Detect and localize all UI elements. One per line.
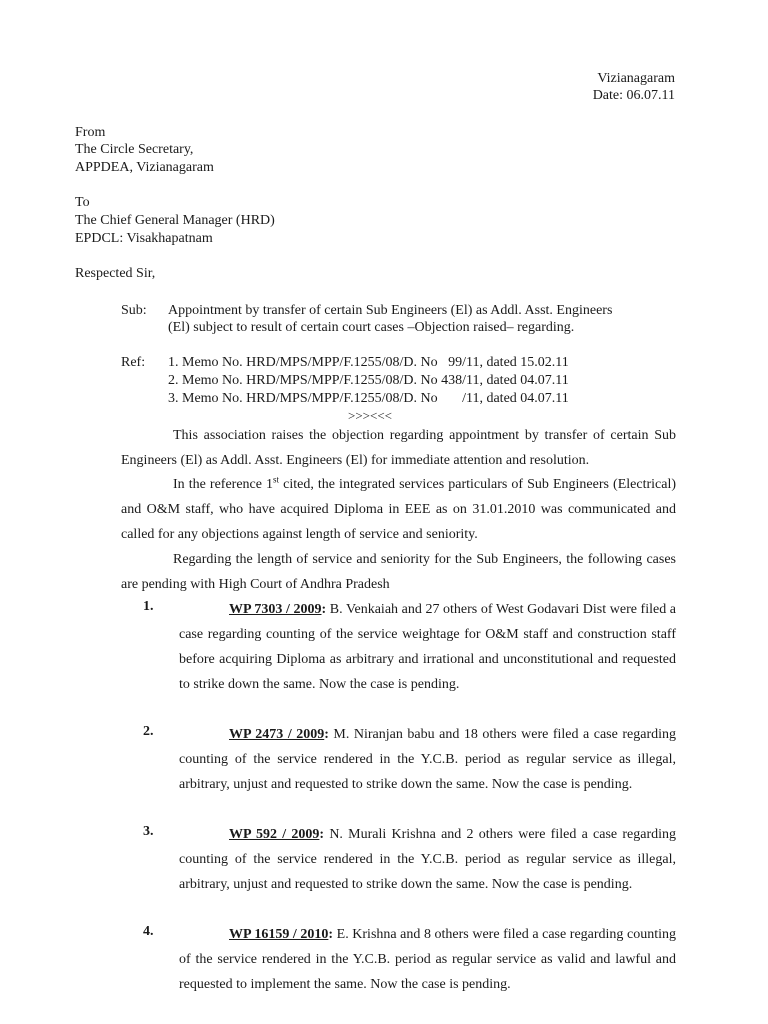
- subject-label: Sub:: [121, 303, 147, 318]
- ref-separator: >>><<<: [348, 408, 392, 423]
- body-paragraph-3: [121, 547, 676, 597]
- case-2-number: 2.: [143, 724, 154, 739]
- case-2: WP 2473 / 2009: M. Niranjan babu and 18 others were filed a case regarding counting of the service rendered in the Y.C.B. period as regular service as illegal, arbitrary, unjust and requested to strike down the same. Now the case is pending.: [179, 727, 676, 792]
- ref-item-3: 3. Memo No. HRD/MPS/MPP/F.1255/08/D. No /11, dated 04.07.11: [168, 391, 569, 406]
- date-line: Date: 06.07.11: [592, 88, 675, 103]
- ref-label: Ref:: [121, 355, 146, 370]
- body-paragraph-2: [121, 472, 676, 547]
- from-line-2: APPDEA, Vizianagaram: [75, 160, 214, 175]
- from-line-1: The Circle Secretary,: [75, 142, 194, 157]
- case-2-title: WP 2473 / 2009: [229, 727, 325, 742]
- case-4-title: WP 16159 / 2010: [229, 927, 329, 942]
- case-1: WP 7303 / 2009: B. Venkaiah and 27 others of West Godavari Dist were filed a case regarding counting of the service weightage for O&M staff and construction staff before acquiring Diploma as arbitrary and irrational and unconstitutional and requested to strike down the same. Now the case is pending.: [179, 602, 677, 692]
- to-line-1: The Chief General Manager (HRD): [75, 213, 275, 228]
- ref-item-1: 1. Memo No. HRD/MPS/MPP/F.1255/08/D. No 99/11, dated 15.02.11: [168, 355, 569, 370]
- subject-line-1: Appointment by transfer of certain Sub Engineers (El) as Addl. Asst. Engineers: [168, 303, 613, 318]
- ref-item-2: 2. Memo No. HRD/MPS/MPP/F.1255/08/D. No 438/11, dated 04.07.11: [168, 373, 569, 388]
- place-line: Vizianagaram: [597, 71, 675, 86]
- case-3: WP 592 / 2009: N. Murali Krishna and 2 others were filed a case regarding counting of the service rendered in the Y.C.B. period as regular service as illegal, arbitrary, unjust and requested to strike down the same. Now the case is pending.: [179, 827, 676, 892]
- case-3-number: 3.: [143, 824, 154, 839]
- case-3-title: WP 592 / 2009: [229, 827, 320, 842]
- body-paragraph-1-text: This association raises the objection regarding appointment by transfer of certain Sub Engineers (El) as Addl. Asst. Engineers (El) for immediate attention and resolution.: [121, 428, 676, 468]
- case-4: WP 16159 / 2010: E. Krishna and 8 others were filed a case regarding counting of the service rendered in the Y.C.B. period as regular service as valid and lawful and requested to implement the same. Now the case is pending.: [179, 927, 676, 992]
- subject-line-2: (El) subject to result of certain court cases –Objection raised– regarding.: [168, 320, 575, 335]
- body-paragraph-2-superscript: st: [273, 474, 280, 485]
- case-1-title: WP 7303 / 2009: [229, 602, 322, 617]
- to-label: To: [75, 195, 90, 210]
- case-1-text: B. Venkaiah and 27 others of West Godavari Dist were filed a case regarding counting of the service weightage for O&M staff and construction staff before acquiring Diploma as arbitrary and irrational and unconstitutional and requested to strike down the same. Now the case is pending.: [179, 602, 677, 692]
- body-paragraph-2-rest: cited, the integrated services particulars of Sub Engineers (Electrical) and O&M staff, who have acquired Diploma in EEE as on 31.01.2010 was communicated and called for any objections against length of service and seniority.: [121, 477, 676, 542]
- case-4-number: 4.: [143, 924, 154, 939]
- case-4-text: E. Krishna and 8 others were filed a case regarding counting of the service rendered in the Y.C.B. period as regular service as valid and lawful and requested to implement the same. Now the case is pending.: [179, 927, 676, 992]
- from-label: From: [75, 125, 106, 140]
- to-line-2: EPDCL: Visakhapatnam: [75, 231, 213, 246]
- salutation: Respected Sir,: [75, 266, 156, 281]
- case-1-number: 1.: [143, 599, 154, 614]
- body-paragraph-2-lead: In the reference 1: [173, 477, 274, 492]
- body-paragraph-1: [121, 423, 676, 473]
- case-3-text: N. Murali Krishna and 2 others were filed a case regarding counting of the service rendered in the Y.C.B. period as regular service as illegal, arbitrary, unjust and requested to strike down the same. Now the case is pending.: [179, 827, 676, 892]
- case-2-text: M. Niranjan babu and 18 others were filed a case regarding counting of the service rendered in the Y.C.B. period as regular service as illegal, arbitrary, unjust and requested to strike down the same. Now the case is pending.: [179, 727, 676, 792]
- body-paragraph-3-text: Regarding the length of service and seniority for the Sub Engineers, the following cases are pending with High Court of Andhra Pradesh: [121, 552, 676, 592]
